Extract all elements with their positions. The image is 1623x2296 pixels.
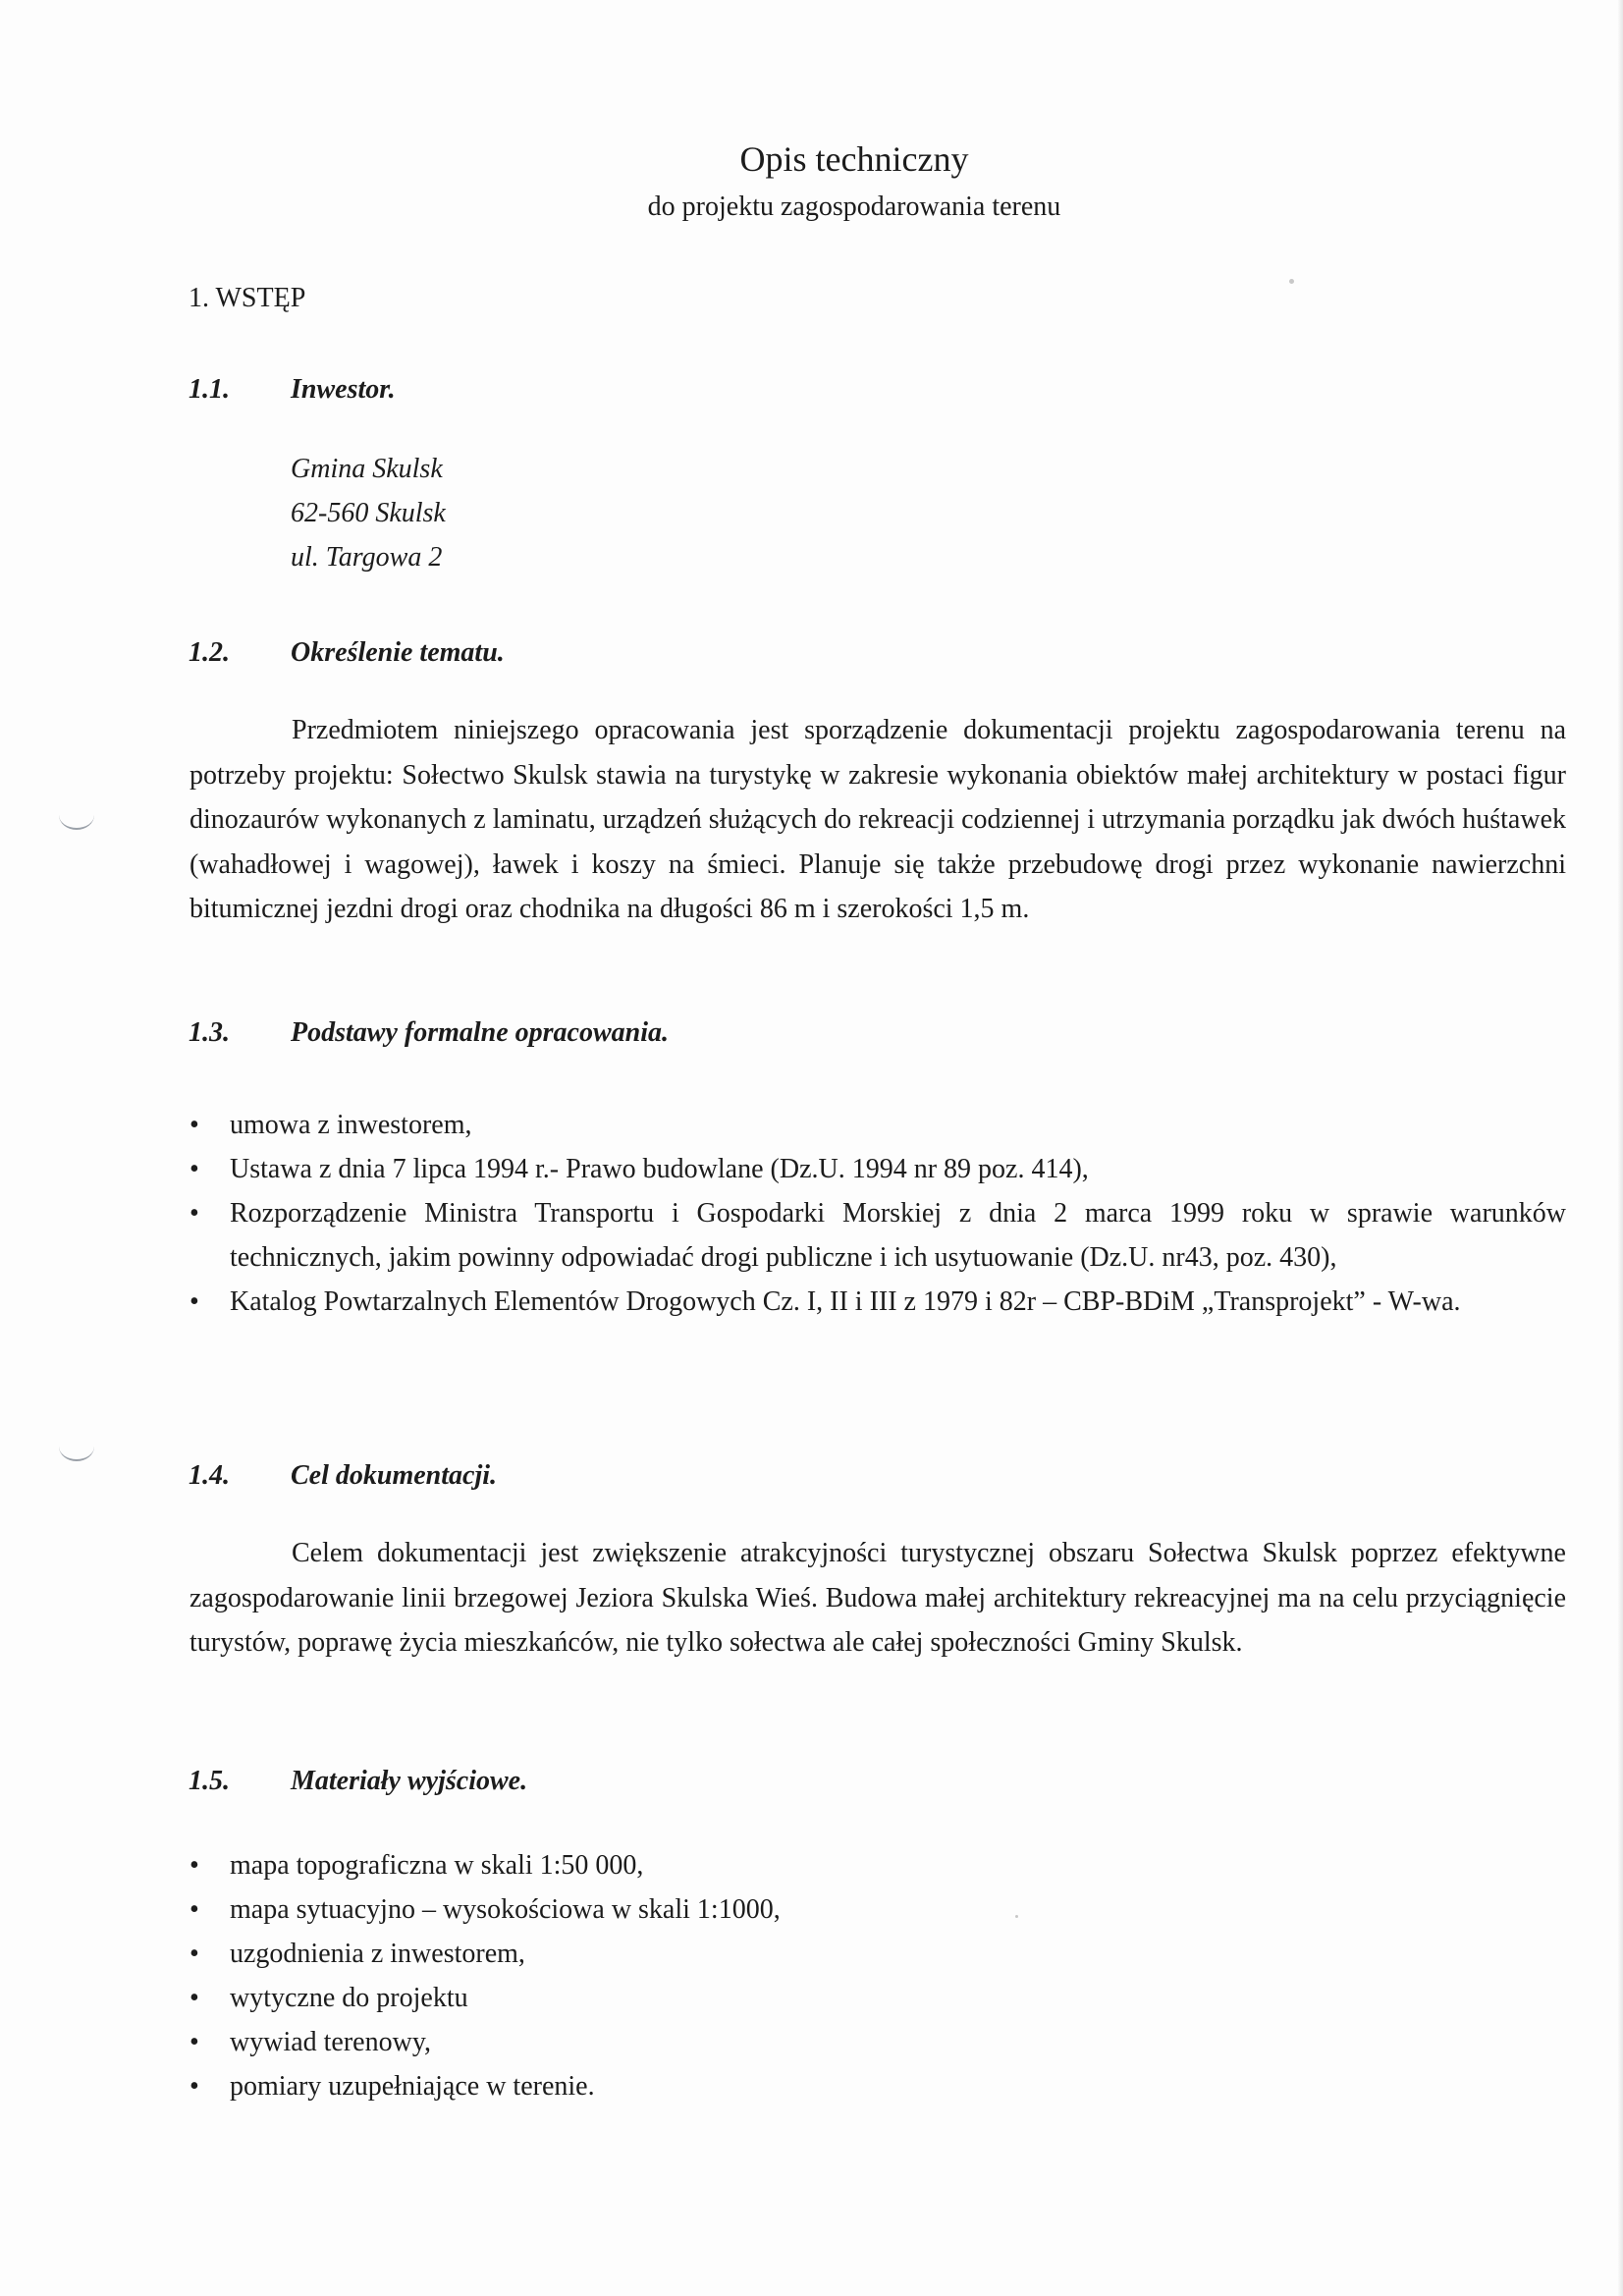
section-heading-1-5 <box>189 1764 527 1799</box>
list-item: • umowa z inwestorem, <box>189 1103 1566 1147</box>
list-item: • mapa sytuacyjno – wysokościowa w skali 1:1000, <box>189 1887 1566 1932</box>
list-item: • wytyczne do projektu <box>189 1976 1566 2020</box>
document-subtitle: do projektu zagospodarowania terenu <box>647 191 1061 222</box>
section-title: Określenie tematu. <box>291 637 505 668</box>
section-title: Podstawy formalne opracowania. <box>291 1017 670 1048</box>
investor-name: Gmina Skulsk <box>291 454 443 484</box>
section-heading-1: 1. WSTĘP <box>189 283 306 313</box>
investor-street: ul. Targowa 2 <box>291 542 443 573</box>
section-title: Cel dokumentacji. <box>291 1460 497 1491</box>
list-item: • Ustawa z dnia 7 lipca 1994 r.- Prawo budowlane (Dz.U. 1994 nr 89 poz. 414), <box>189 1147 1566 1191</box>
section-number: 1.1. <box>189 374 230 405</box>
list-item: • Katalog Powtarzalnych Elementów Drogowych Cz. I, II i III z 1979 i 82r – CBP-BDiM „Transprojekt” - W-wa. <box>189 1280 1566 1324</box>
investor-postal: 62-560 Skulsk <box>291 498 446 528</box>
document-title: Opis techniczny <box>739 139 969 179</box>
source-materials-list <box>189 1843 1566 2108</box>
section-heading-1-1 <box>189 372 396 408</box>
scan-edge-shadow <box>1617 0 1623 2296</box>
investor-address <box>291 447 446 579</box>
formal-basis-list <box>189 1103 1566 1324</box>
section-title: Materiały wyjściowe. <box>291 1766 528 1796</box>
scan-speck <box>1289 279 1294 284</box>
section-number: 1.3. <box>189 1017 230 1048</box>
section-heading-1-2 <box>189 635 505 671</box>
list-item: • uzgodnienia z inwestorem, <box>189 1932 1566 1976</box>
section-number: 1.5. <box>189 1766 230 1796</box>
punch-hole-mark <box>59 1432 94 1461</box>
section-number: 1.2. <box>189 637 230 668</box>
list-item: • wywiad terenowy, <box>189 2020 1566 2064</box>
list-item: • Rozporządzenie Ministra Transportu i Gospodarki Morskiej z dnia 2 marca 1999 roku w sprawie warunków technicznych, jakim powinny odpowiadać drogi publiczne i ich usytuowanie (Dz.U. nr43, poz. 430), <box>189 1191 1566 1280</box>
punch-hole-mark <box>59 800 94 830</box>
section-heading-1-4 <box>189 1458 497 1494</box>
section-title: Inwestor. <box>291 374 396 405</box>
paragraph-goal: Celem dokumentacji jest zwiększenie atrakcyjności turystycznej obszaru Sołectwa Skulsk poprzez efektywne zagospodarowanie linii brzegowej Jeziora Skulska Wieś. Budowa małej architektury rekreacyjnej ma na celu przyciągnięcie turystów, poprawę życia mieszkańców, nie tylko sołectwa ale całej społeczności Gminy Skulsk. <box>189 1538 1566 1658</box>
section-heading-1-3 <box>189 1015 669 1051</box>
section-number: 1.4. <box>189 1460 230 1491</box>
list-item: • pomiary uzupełniające w terenie. <box>189 2064 1566 2108</box>
list-item: • mapa topograficzna w skali 1:50 000, <box>189 1843 1566 1887</box>
paragraph-topic: Przedmiotem niniejszego opracowania jest sporządzenie dokumentacji projektu zagospodarowania terenu na potrzeby projektu: Sołectwo Skulsk stawia na turystykę w zakresie wykonania obiektów małej architektury w postaci figur dinozaurów wykonanych z laminatu, urządzeń służących do rekreacji codziennej i utrzymania porządku jak dwóch huśtawek (wahadłowej i wagowej), ławek i koszy na śmieci. Planuje się także przebudowę drogi przez wykonanie nawierzchni bitumicznej jezdni drogi oraz chodnika na długości 86 m i szerokości 1,5 m. <box>189 715 1566 924</box>
